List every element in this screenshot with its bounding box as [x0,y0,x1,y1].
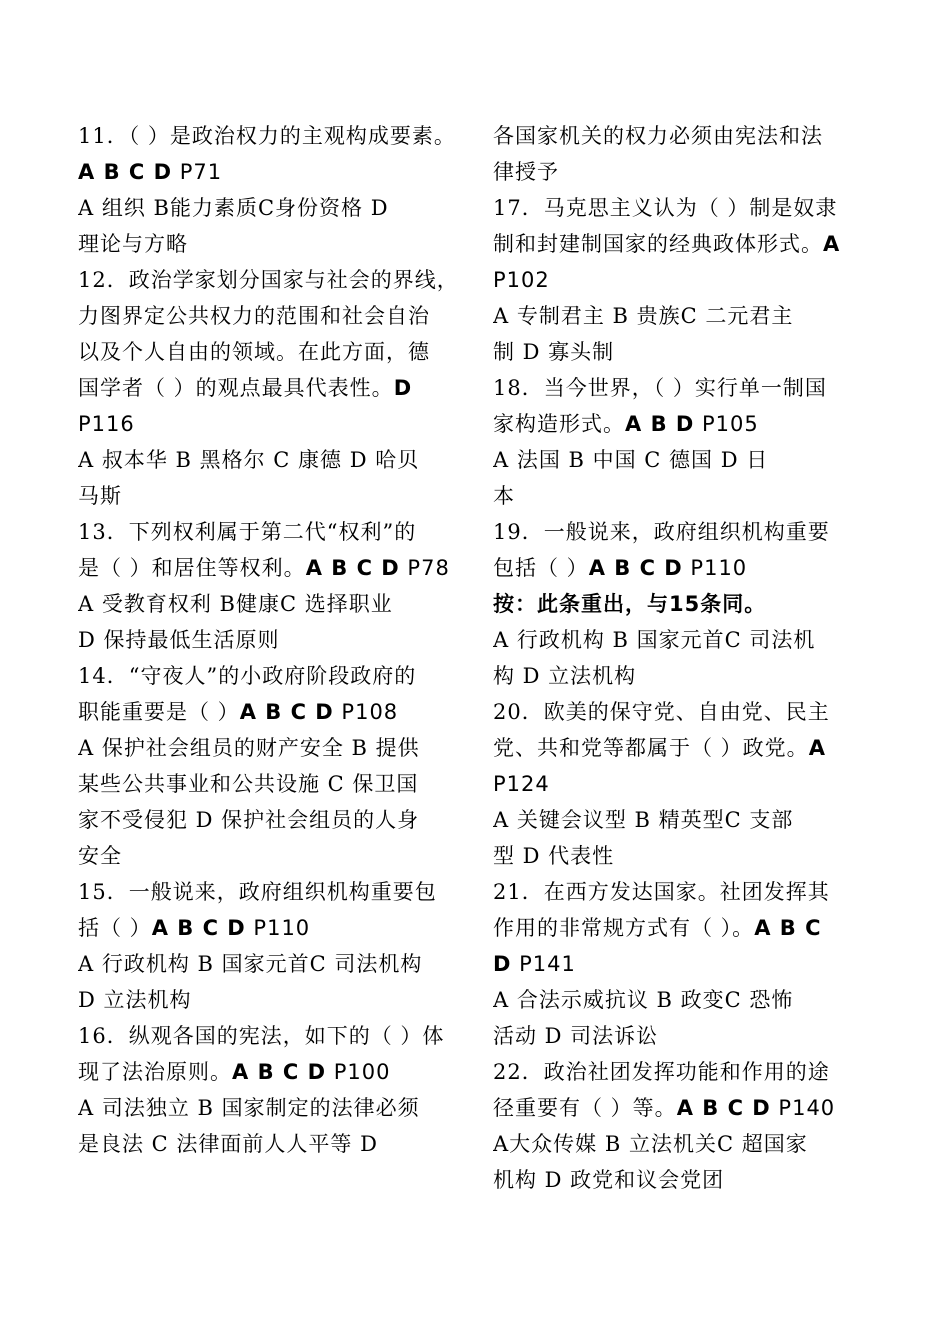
text-line [78,874,462,910]
line-text: 本 [493,484,515,508]
line-text: 11．（ ）是政治权力的主观构成要素。 [78,124,456,148]
line-text: A 合法示威抗议 B 政变C 恐怖 [493,988,794,1012]
line-text: 19．一般说来，政府组织机构重要 [493,520,830,544]
line-text: 13．下列权利属于第二代“权利”的 [78,520,417,544]
line-text: A 专制君主 B 贵族C 二元君主 [493,304,794,328]
line-text: 18．当今世界，（ ）实行单一制国 [493,376,827,400]
line-text: 党、共和党等都属于（ ）政党。 [493,736,809,760]
text-line [78,1018,462,1054]
text-line [78,1090,462,1126]
text-line [493,1126,865,1162]
text-line [78,298,462,334]
answer-key: A B D [625,412,695,436]
line-text: 制 D 寡头制 [493,340,615,364]
text-line [493,226,865,262]
page-ref: P100 [333,1060,391,1084]
answer-key: A B C D [151,916,246,940]
line-text: 12．政治学家划分国家与社会的界线， [78,268,459,292]
text-line [493,622,865,658]
text-line [493,118,865,154]
text-line [78,226,462,262]
line-text: 是良法 C 法律面前人人平等 D [78,1132,378,1156]
text-line [493,1090,865,1126]
line-text: A 行政机构 B 国家元首C 司法机构 [78,952,423,976]
text-line [78,694,462,730]
text-line [78,370,462,406]
line-text: A 受教育权利 B健康C 选择职业 [78,592,393,616]
text-line [493,838,865,874]
text-line [78,910,462,946]
text-line [493,658,865,694]
line-text: A 行政机构 B 国家元首C 司法机 [493,628,816,652]
line-text: 17．马克思主义认为（ ）制是奴隶 [493,196,838,220]
line-text: 机构 D 政党和议会党团 [493,1168,725,1192]
text-line [493,910,865,946]
line-text: 活动 D 司法诉讼 [493,1024,659,1048]
text-line [493,442,865,478]
text-line [78,982,462,1018]
text-line [78,550,462,586]
answer-key: A B C D [305,556,400,580]
answer-key: A B C D [239,700,334,724]
answer-key: A B C D [588,556,683,580]
text-line [78,118,462,154]
note-text: 按：此条重出，与15条同。 [493,592,767,616]
text-line [493,766,865,802]
text-line [493,694,865,730]
page-ref: P102 [493,268,550,292]
line-text: 14．“守夜人”的小政府阶段政府的 [78,664,417,688]
line-text: 作用的非常规方式有（ ）。 [493,916,755,940]
text-line [493,262,865,298]
line-text: 各国家机关的权力必须由宪法和法 [493,124,823,148]
text-line [78,406,462,442]
answer-key: A B C [754,916,822,940]
page-ref: P110 [690,556,748,580]
page-ref: P110 [253,916,311,940]
line-text: 理论与方略 [78,232,188,256]
text-line [493,1018,865,1054]
page-ref: P105 [702,412,759,436]
line-text: 21．在西方发达国家。社团发挥其 [493,880,830,904]
line-text: A大众传媒 B 立法机关C 超国家 [493,1132,808,1156]
page-ref: P141 [519,952,576,976]
answer-key: D [493,952,512,976]
line-text: 现了法治原则。 [78,1060,232,1084]
answer-key: A B C D [78,160,173,184]
answer-key: D [393,376,413,400]
page-ref: P124 [493,772,550,796]
line-text: 构 D 立法机构 [493,664,637,688]
text-line [493,946,865,982]
line-text: D 立法机构 [78,988,192,1012]
page-ref: P140 [778,1096,836,1120]
text-line [493,370,865,406]
line-text: 安全 [78,844,122,868]
line-text: A 司法独立 B 国家制定的法律必须 [78,1096,420,1120]
line-text: 15．一般说来，政府组织机构重要包 [78,880,437,904]
text-line [493,802,865,838]
line-text: A 组织 B能力素质C身份资格 D [78,196,389,220]
line-text: 括（ ） [78,916,152,940]
page-ref: P108 [341,700,399,724]
text-line [78,514,462,550]
editor-note [493,586,865,622]
line-text: 制和封建制国家的经典政体形式。 [493,232,823,256]
line-text: 包括（ ） [493,556,589,580]
text-line [493,730,865,766]
text-line [78,334,462,370]
answer-key: A B C D [676,1096,771,1120]
left-column [78,118,462,1162]
line-text: 马斯 [78,484,122,508]
line-text: 家构造形式。 [493,412,625,436]
text-line [78,622,462,658]
text-line [78,442,462,478]
text-line [78,838,462,874]
line-text: 律授予 [493,160,559,184]
line-text: 国学者（ ）的观点最具代表性。 [78,376,394,400]
line-text: 以及个人自由的领域。在此方面，德 [78,340,430,364]
page-ref: P116 [78,412,135,436]
text-line [493,550,865,586]
line-text: 16．纵观各国的宪法，如下的（ ）体 [78,1024,445,1048]
text-line [78,1054,462,1090]
answer-key: A [808,736,826,760]
answer-key: A B C D [232,1060,327,1084]
text-line [493,298,865,334]
text-line [78,586,462,622]
line-text: 职能重要是（ ） [78,700,240,724]
text-line [78,190,462,226]
answer-key: A [823,232,841,256]
text-line [78,766,462,802]
line-text: 是（ ）和居住等权利。 [78,556,306,580]
right-column [493,118,865,1198]
text-line [78,262,462,298]
line-text: A 叔本华 B 黑格尔 C 康德 D 哈贝 [78,448,420,472]
line-text: D 保持最低生活原则 [78,628,280,652]
text-line [78,1126,462,1162]
text-line [493,874,865,910]
line-text: 家不受侵犯 D 保护社会组员的人身 [78,808,420,832]
line-text: 型 D 代表性 [493,844,615,868]
text-line [78,658,462,694]
text-line [78,478,462,514]
text-line [493,334,865,370]
text-line [493,514,865,550]
line-text: A 法国 B 中国 C 德国 D 日 [493,448,769,472]
line-text: 20．欧美的保守党、自由党、民主 [493,700,830,724]
page-ref: P71 [179,160,223,184]
text-line [493,478,865,514]
text-line [493,982,865,1018]
text-line [78,154,462,190]
line-text: 某些公共事业和公共设施 C 保卫国 [78,772,419,796]
line-text: 力图界定公共权力的范围和社会自治 [78,304,430,328]
text-line [78,802,462,838]
line-text: 22．政治社团发挥功能和作用的途 [493,1060,830,1084]
line-text: A 保护社会组员的财产安全 B 提供 [78,736,420,760]
text-line [78,730,462,766]
text-line [493,1054,865,1090]
text-line [78,946,462,982]
page-ref: P78 [407,556,450,580]
line-text: 径重要有（ ）等。 [493,1096,677,1120]
text-line [493,1162,865,1198]
text-line [493,406,865,442]
line-text: A 关键会议型 B 精英型C 支部 [493,808,794,832]
text-line [493,154,865,190]
text-line [493,190,865,226]
